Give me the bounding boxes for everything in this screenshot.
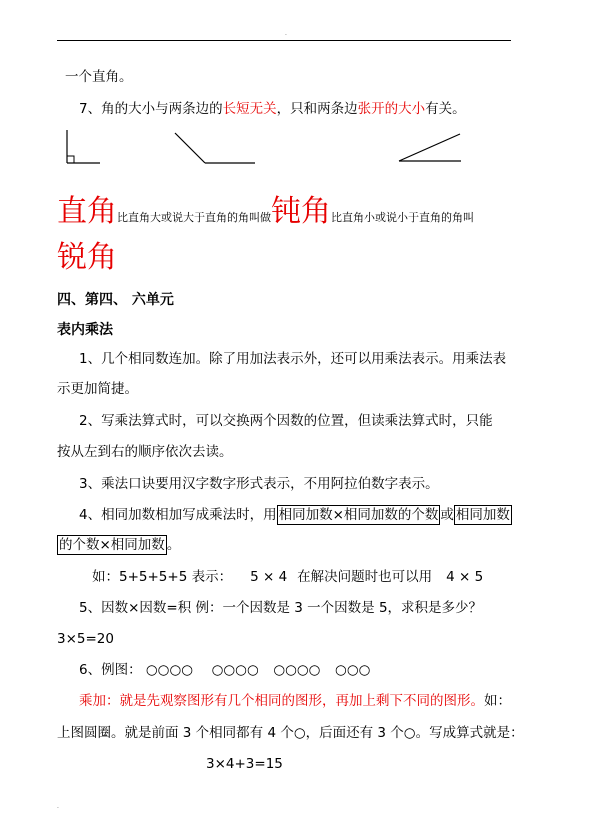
unit-heading: 四、第四、 六单元: [57, 292, 174, 308]
example-line: [92, 568, 483, 586]
item-4-line-1: [79, 506, 512, 524]
item-2-line-1: 2、写乘法算式时，可以交换两个因数的位置，但读乘法算式时，只能: [79, 413, 493, 429]
circle-group-3: ○○○○: [273, 662, 321, 678]
multiply-add-tail: 如：: [484, 693, 511, 709]
item-6: [79, 661, 370, 679]
example-expression-1: 5 × 4: [250, 569, 288, 585]
circle-group-1: ○○○○: [145, 662, 194, 678]
def-obtuse-text: 比直角大或说大于直角的角叫做: [117, 211, 271, 224]
point-7: [79, 100, 466, 118]
multiply-add-definition: 乘加：就是先观察图形有几个相同的图形，再加上剩下不同的图形。: [79, 693, 484, 709]
term-acute-angle: 锐角: [57, 240, 117, 275]
term-obtuse-angle: 钝角: [271, 194, 331, 229]
item-1-line-2: 示更加简捷。: [57, 381, 138, 397]
topic-heading: 表内乘法: [57, 322, 113, 338]
item-1-line-1: 1、几个相同数连加。除了用加法表示外，还可以用乘法表示。用乘法表: [79, 351, 507, 367]
term-right-angle: 直角: [57, 194, 117, 229]
item-2-line-2: 按从左到右的顺序依次去读。: [57, 444, 233, 460]
point-7-red-opening: 张开的大小: [357, 101, 426, 117]
item-3: 3、乘法口诀要用汉字数字形式表示，不用阿拉伯数字表示。: [79, 476, 439, 492]
item-6-label: 6、例图：: [79, 662, 142, 678]
angle-figures: [55, 125, 475, 170]
item-4-or: 或: [440, 507, 454, 523]
item-5-answer: 3×5=20: [57, 631, 114, 647]
header-mark: .: [285, 30, 287, 37]
item-4-box-1: 相同加数×相同加数的个数: [278, 507, 439, 523]
point-7-post: 有关。: [425, 101, 466, 117]
multiply-add-line-2: 上图圆圈。就是前面 3 个相同都有 4 个○，后面还有 3 个○。写成算式就是：: [57, 725, 524, 741]
item-4-pre: 4、相同加数相加写成乘法时，用: [79, 507, 277, 523]
item-4-end: 。: [166, 537, 181, 553]
example-expression-2: 4 × 5: [446, 569, 484, 585]
footer-mark: .: [57, 803, 59, 810]
item-4-box-2-start: 相同加数: [455, 507, 510, 523]
example-mid-text: 在解决问题时也可以用: [297, 569, 433, 585]
multiply-add-line-1: [79, 692, 511, 710]
point-7-mid: ，只和两条边: [276, 101, 358, 117]
item-5: 5、因数×因数=积 例：一个因数是 3 一个因数是 5，求积是多少？: [79, 600, 483, 616]
angle-definitions: [57, 195, 474, 229]
right-angle-figure: [67, 130, 100, 163]
acute-angle-figure: [399, 134, 461, 161]
obtuse-angle-figure: [175, 133, 255, 163]
def-acute-text: 比直角小或说小于直角的角叫: [331, 211, 474, 224]
point-7-pre: 7、角的大小与两条边的: [79, 101, 223, 117]
item-4-box-2-end: 的个数×相同加数: [59, 537, 165, 553]
circle-group-4: ○○○: [335, 662, 371, 678]
point-7-red-length: 长短无关: [222, 101, 277, 117]
line-right-angle-end: 一个直角。: [65, 69, 133, 85]
circle-group-2: ○○○○: [211, 662, 259, 678]
header-rule: [57, 40, 511, 41]
example-label: 如：5+5+5+5 表示：: [92, 569, 233, 585]
formula: 3×4+3=15: [206, 756, 283, 772]
item-4-line-2: [57, 536, 180, 554]
